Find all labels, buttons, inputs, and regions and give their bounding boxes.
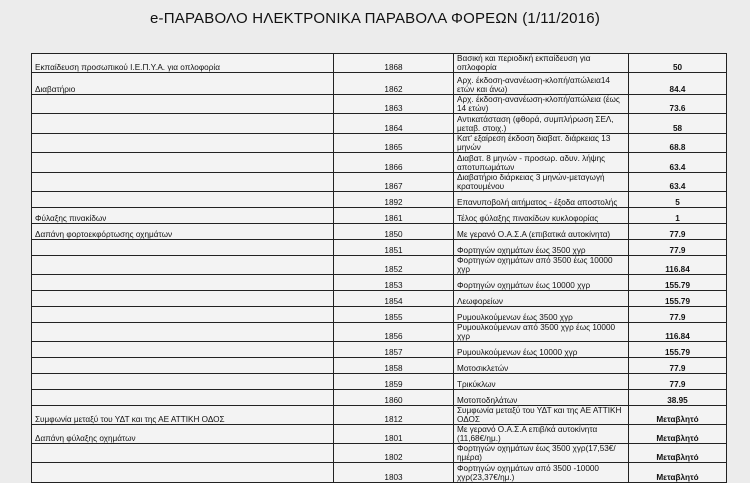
- category-cell: [32, 192, 334, 208]
- code-cell: 1860: [334, 390, 454, 406]
- table-row: [32, 208, 727, 224]
- category-cell: [32, 374, 334, 390]
- table-row: [32, 114, 727, 134]
- category-cell: [32, 307, 334, 323]
- amount-cell: 116.84: [629, 256, 727, 275]
- table-row: [32, 134, 727, 153]
- page-title: e-ΠΑΡΑΒΟΛΟ ΗΛΕΚΤΡΟΝΙΚΑ ΠΑΡΑΒΟΛΑ ΦΟΡΕΩΝ (1/11/2016): [149, 10, 601, 27]
- amount-cell: 68.8: [629, 134, 727, 153]
- table-row: [32, 406, 727, 425]
- amount-cell: 77.9: [629, 224, 727, 240]
- amount-cell: 63.4: [629, 173, 727, 192]
- description-cell: Κατ' εξαίρεση έκδοση διαβατ. διάρκειας 13 μηνών: [454, 134, 629, 153]
- category-cell: Δαπάνη φορτοεκφόρτωσης οχημάτων: [32, 224, 334, 240]
- code-cell: 1802: [334, 444, 454, 463]
- fees-table: [31, 53, 727, 483]
- amount-cell: 155.79: [629, 291, 727, 307]
- amount-cell: 1: [629, 208, 727, 224]
- amount-cell: 5: [629, 192, 727, 208]
- description-cell: Αντικατάσταση (φθορά, συμπλήρωση ΣΕΛ, μεταβ. στοιχ.): [454, 114, 629, 134]
- code-cell: 1852: [334, 256, 454, 275]
- table-row: [32, 291, 727, 307]
- category-cell: [32, 134, 334, 153]
- table-row: [32, 192, 727, 208]
- amount-cell: Μεταβλητό: [629, 463, 727, 483]
- code-cell: 1859: [334, 374, 454, 390]
- fees-table-body: [32, 54, 727, 483]
- description-cell: Διαβατήριο διάρκειας 3 μηνών-μεταγωγή κρατουμένου: [454, 173, 629, 192]
- amount-cell: 50: [629, 54, 727, 73]
- description-cell: Με γερανό Ο.Α.Σ.Α επιβ/κά αυτοκίνητα (11,68€/ημ.): [454, 425, 629, 444]
- code-cell: 1858: [334, 358, 454, 374]
- code-cell: 1864: [334, 114, 454, 134]
- description-cell: Φορτηγών οχημάτων έως 10000 χγρ: [454, 275, 629, 291]
- table-row: [32, 256, 727, 275]
- category-cell: [32, 342, 334, 358]
- category-cell: [32, 240, 334, 256]
- category-cell: [32, 95, 334, 114]
- amount-cell: 155.79: [629, 275, 727, 291]
- amount-cell: 77.9: [629, 307, 727, 323]
- category-cell: Εκπαίδευση προσωπικού Ι.Ε.Π.Υ.Α. για οπλοφορία: [32, 54, 334, 73]
- table-row: [32, 374, 727, 390]
- code-cell: 1803: [334, 463, 454, 483]
- category-cell: [32, 153, 334, 173]
- category-cell: [32, 256, 334, 275]
- code-cell: 1861: [334, 208, 454, 224]
- code-cell: 1812: [334, 406, 454, 425]
- category-cell: Δαπάνη φύλαξης οχημάτων: [32, 425, 334, 444]
- description-cell: Φορτηγών οχημάτων έως 3500 χγρ(17,53€/ημέρα): [454, 444, 629, 463]
- table-row: [32, 95, 727, 114]
- category-cell: [32, 463, 334, 483]
- amount-cell: 58: [629, 114, 727, 134]
- amount-cell: Μεταβλητό: [629, 406, 727, 425]
- amount-cell: 63.4: [629, 153, 727, 173]
- description-cell: Επανυποβολή αιτήματος - έξοδα αποστολής: [454, 192, 629, 208]
- code-cell: 1854: [334, 291, 454, 307]
- description-cell: Ρυμουλκούμενων έως 10000 χγρ: [454, 342, 629, 358]
- category-cell: [32, 275, 334, 291]
- table-row: [32, 224, 727, 240]
- category-cell: [32, 173, 334, 192]
- table-row: [32, 358, 727, 374]
- category-cell: Φύλαξης πινακίδων: [32, 208, 334, 224]
- description-cell: Μοτοσικλετών: [454, 358, 629, 374]
- table-row: [32, 425, 727, 444]
- amount-cell: Μεταβλητό: [629, 444, 727, 463]
- table-row: [32, 323, 727, 342]
- code-cell: 1862: [334, 73, 454, 95]
- description-cell: Διαβατ. 8 μηνών - προσωρ. αδυν. λήψης αποτυπωμάτων: [454, 153, 629, 173]
- amount-cell: Μεταβλητό: [629, 425, 727, 444]
- description-cell: Ρυμουλκούμενων από 3500 χγρ έως 10000 χγρ: [454, 323, 629, 342]
- table-row: [32, 390, 727, 406]
- table-row: [32, 153, 727, 173]
- amount-cell: 116.84: [629, 323, 727, 342]
- table-row: [32, 444, 727, 463]
- description-cell: Τρικύκλων: [454, 374, 629, 390]
- code-cell: 1853: [334, 275, 454, 291]
- amount-cell: 77.9: [629, 358, 727, 374]
- amount-cell: 155.79: [629, 342, 727, 358]
- description-cell: Φορτηγών οχημάτων από 3500 έως 10000 χγρ: [454, 256, 629, 275]
- category-cell: [32, 114, 334, 134]
- description-cell: Συμφωνία μεταξύ του ΥΔΤ και της ΑΕ ΑΤΤΙΚΗ ΟΔΟΣ: [454, 406, 629, 425]
- description-cell: Αρχ. έκδοση-ανανέωση-κλοπή/απώλεια14 ετών και άνω): [454, 73, 629, 95]
- code-cell: 1855: [334, 307, 454, 323]
- code-cell: 1865: [334, 134, 454, 153]
- table-row: [32, 173, 727, 192]
- category-cell: Συμφωνία μεταξύ του ΥΔΤ και της ΑΕ ΑΤΤΙΚΗ ΟΔΟΣ: [32, 406, 334, 425]
- category-cell: [32, 291, 334, 307]
- amount-cell: 77.9: [629, 374, 727, 390]
- amount-cell: 77.9: [629, 240, 727, 256]
- table-row: [32, 73, 727, 95]
- description-cell: Βασική και περιοδική εκπαίδευση για οπλοφορία: [454, 54, 629, 73]
- code-cell: 1867: [334, 173, 454, 192]
- table-row: [32, 463, 727, 483]
- category-cell: [32, 390, 334, 406]
- code-cell: 1856: [334, 323, 454, 342]
- code-cell: 1851: [334, 240, 454, 256]
- table-row: [32, 240, 727, 256]
- code-cell: 1857: [334, 342, 454, 358]
- code-cell: 1866: [334, 153, 454, 173]
- category-cell: [32, 358, 334, 374]
- description-cell: Φορτηγών οχημάτων έως 3500 χγρ: [454, 240, 629, 256]
- description-cell: Φορτηγών οχημάτων από 3500 -10000 χγρ(23,37€/ημ.): [454, 463, 629, 483]
- code-cell: 1863: [334, 95, 454, 114]
- amount-cell: 38.95: [629, 390, 727, 406]
- table-row: [32, 54, 727, 73]
- code-cell: 1801: [334, 425, 454, 444]
- category-cell: [32, 323, 334, 342]
- amount-cell: 84.4: [629, 73, 727, 95]
- table-row: [32, 275, 727, 291]
- code-cell: 1850: [334, 224, 454, 240]
- description-cell: Τέλος φύλαξης πινακίδων κυκλοφορίας: [454, 208, 629, 224]
- table-row: [32, 342, 727, 358]
- category-cell: [32, 444, 334, 463]
- description-cell: Με γερανό Ο.Α.Σ.Α (επιβατικά αυτοκίνητα): [454, 224, 629, 240]
- code-cell: 1892: [334, 192, 454, 208]
- description-cell: Λεωφορείων: [454, 291, 629, 307]
- category-cell: Διαβατήριο: [32, 73, 334, 95]
- amount-cell: 73.6: [629, 95, 727, 114]
- description-cell: Ρυμουλκούμενων έως 3500 χγρ: [454, 307, 629, 323]
- description-cell: Αρχ. έκδοση-ανανέωση-κλοπή/απώλεια (έως 14 ετών): [454, 95, 629, 114]
- description-cell: Μοτοποδηλάτων: [454, 390, 629, 406]
- code-cell: 1868: [334, 54, 454, 73]
- table-row: [32, 307, 727, 323]
